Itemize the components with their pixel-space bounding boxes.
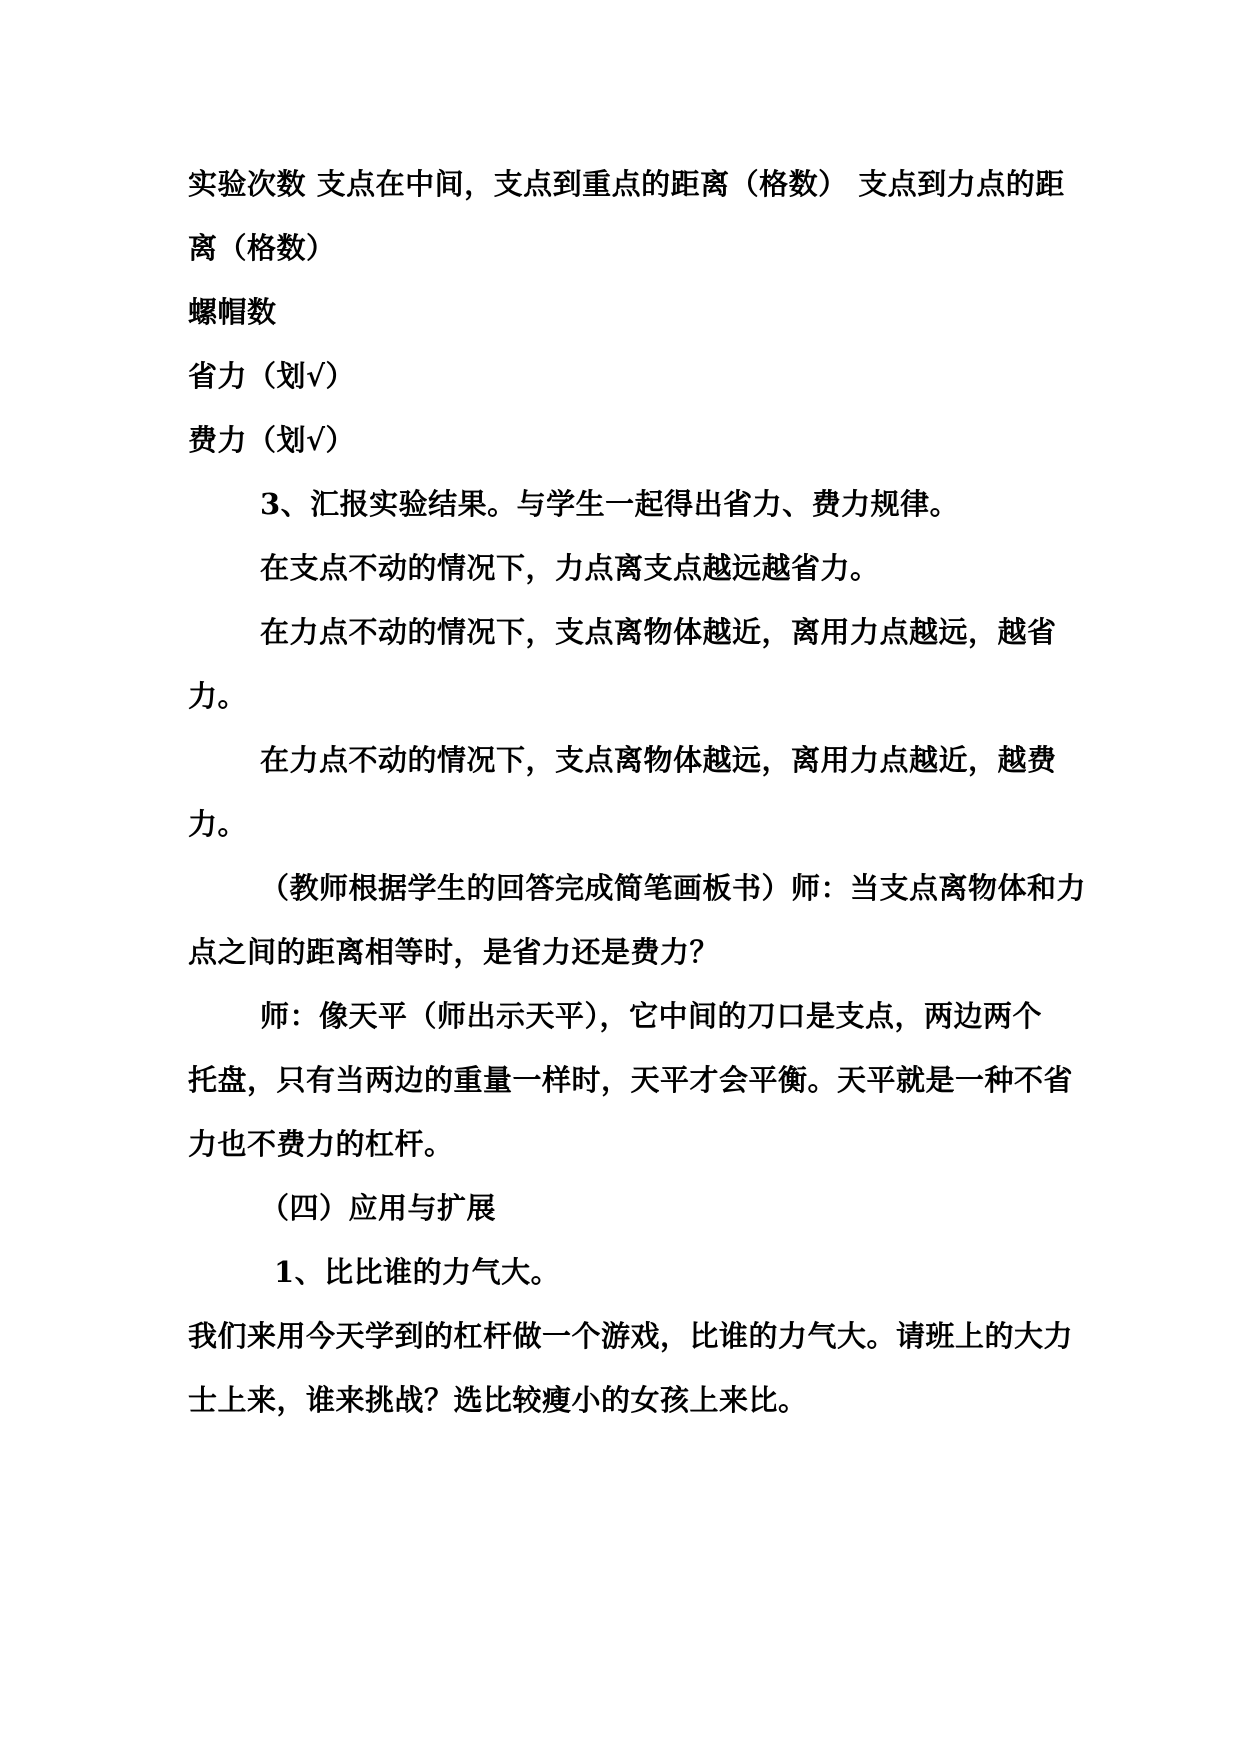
paragraph-cont: 力。 [188, 807, 248, 841]
paragraph-cont: 士上来，谁来挑战？选比较瘦小的女孩上来比。 [188, 1383, 808, 1417]
table-row-label: 螺帽数 [188, 295, 277, 329]
paragraph: 在支点不动的情况下，力点离支点越远越省力。 [260, 551, 880, 585]
paragraph: 我们来用今天学到的杠杆做一个游戏，比谁的力气大。请班上的大力 [188, 1319, 1074, 1353]
paragraph: 在力点不动的情况下，支点离物体越近，离用力点越远，越省 [260, 615, 1057, 649]
paragraph-cont: 力也不费力的杠杆。 [188, 1127, 454, 1161]
paragraph: （教师根据学生的回答完成简笔画板书）师：当支点离物体和力 [260, 871, 1087, 905]
paragraph-cont: 点之间的距离相等时，是省力还是费力？ [188, 935, 720, 969]
paragraph-cont: 力。 [188, 679, 248, 713]
table-row-label: 省力（划√） [188, 359, 356, 393]
paragraph: 3、汇报实验结果。与学生一起得出省力、费力规律。 [260, 487, 960, 521]
table-header-line: 实验次数 支点在中间，支点到重点的距离（格数） 支点到力点的距 [188, 167, 1065, 201]
paragraph: 师：像天平（师出示天平），它中间的刀口是支点，两边两个 [260, 999, 1043, 1033]
subsection-heading: 1、比比谁的力气大。 [274, 1255, 561, 1289]
section-heading: （四）应用与扩展 [260, 1191, 497, 1225]
paragraph: 在力点不动的情况下，支点离物体越远，离用力点越近，越费 [260, 743, 1057, 777]
table-header-line-cont: 离（格数） [188, 231, 336, 265]
table-row-label: 费力（划√） [188, 423, 356, 457]
paragraph-cont: 托盘，只有当两边的重量一样时，天平才会平衡。天平就是一种不省 [188, 1063, 1074, 1097]
